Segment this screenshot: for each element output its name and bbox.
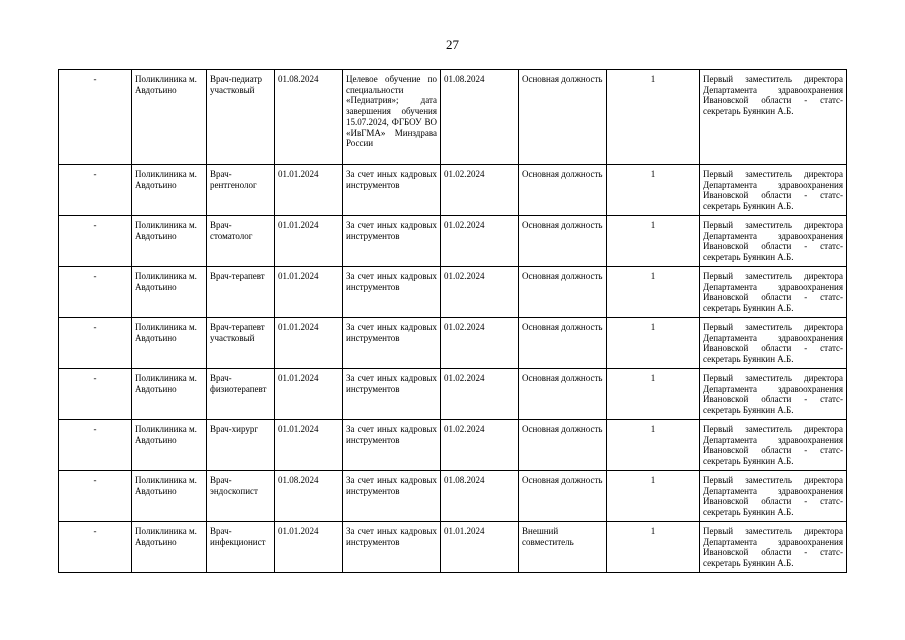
cell-date-from: 01.01.2024 <box>275 420 343 471</box>
cell-date-from: 01.01.2024 <box>275 267 343 318</box>
cell-date-to: 01.02.2024 <box>441 267 519 318</box>
cell-number: - <box>59 471 132 522</box>
cell-purpose: За счет иных кадровых инструментов <box>343 471 441 522</box>
table-row <box>59 420 847 471</box>
cell-position: Врач-физиотерапевт <box>207 369 275 420</box>
cell-purpose: Целевое обучение по специальности «Педиатрия»; дата завершения обучения 15.07.2024, ФГБОУ ВО «ИвГМА» Минздрава России <box>343 70 441 165</box>
cell-rate: 1 <box>607 318 700 369</box>
cell-employment-type: Основная должность <box>519 216 607 267</box>
cell-position: Врач-педиатр участковый <box>207 70 275 165</box>
cell-employment-type: Основная должность <box>519 318 607 369</box>
table-row <box>59 70 847 165</box>
cell-date-to: 01.01.2024 <box>441 522 519 573</box>
table-row <box>59 318 847 369</box>
cell-organization: Поликлиника м. Авдотьино <box>132 522 207 573</box>
cell-position: Врач-инфекционист <box>207 522 275 573</box>
cell-rate: 1 <box>607 165 700 216</box>
table-row <box>59 267 847 318</box>
cell-purpose: За счет иных кадровых инструментов <box>343 369 441 420</box>
table-row <box>59 522 847 573</box>
table-row <box>59 369 847 420</box>
cell-date-from: 01.01.2024 <box>275 216 343 267</box>
cell-date-from: 01.01.2024 <box>275 369 343 420</box>
cell-rate: 1 <box>607 522 700 573</box>
cell-date-to: 01.02.2024 <box>441 318 519 369</box>
cell-date-from: 01.08.2024 <box>275 471 343 522</box>
cell-rate: 1 <box>607 420 700 471</box>
cell-organization: Поликлиника м. Авдотьино <box>132 318 207 369</box>
cell-position: Врач-хирург <box>207 420 275 471</box>
cell-position: Врач-эндоскопист <box>207 471 275 522</box>
cell-organization: Поликлиника м. Авдотьино <box>132 420 207 471</box>
cell-purpose: За счет иных кадровых инструментов <box>343 420 441 471</box>
cell-employment-type: Основная должность <box>519 267 607 318</box>
cell-approver: Первый заместитель директора Департамента здравоохранения Ивановской области - статс-секретарь Буянкин А.Б. <box>700 522 847 573</box>
cell-organization: Поликлиника м. Авдотьино <box>132 216 207 267</box>
cell-position: Врач-терапевт <box>207 267 275 318</box>
cell-employment-type: Основная должность <box>519 70 607 165</box>
cell-employment-type: Основная должность <box>519 471 607 522</box>
cell-approver: Первый заместитель директора Департамента здравоохранения Ивановской области - статс-секретарь Буянкин А.Б. <box>700 267 847 318</box>
cell-number: - <box>59 369 132 420</box>
cell-organization: Поликлиника м. Авдотьино <box>132 165 207 216</box>
table-row <box>59 165 847 216</box>
cell-date-to: 01.08.2024 <box>441 471 519 522</box>
table-row <box>59 471 847 522</box>
cell-position: Врач-рентгенолог <box>207 165 275 216</box>
page-number: 27 <box>446 37 459 52</box>
cell-approver: Первый заместитель директора Департамента здравоохранения Ивановской области - статс-секретарь Буянкин А.Б. <box>700 471 847 522</box>
cell-date-to: 01.08.2024 <box>441 70 519 165</box>
cell-number: - <box>59 165 132 216</box>
cell-rate: 1 <box>607 216 700 267</box>
cell-position: Врач-терапевт участковый <box>207 318 275 369</box>
cell-number: - <box>59 522 132 573</box>
cell-date-from: 01.01.2024 <box>275 522 343 573</box>
cell-rate: 1 <box>607 471 700 522</box>
cell-approver: Первый заместитель директора Департамента здравоохранения Ивановской области - статс-секретарь Буянкин А.Б. <box>700 420 847 471</box>
table-row <box>59 216 847 267</box>
cell-number: - <box>59 267 132 318</box>
cell-date-from: 01.08.2024 <box>275 70 343 165</box>
cell-employment-type: Основная должность <box>519 165 607 216</box>
cell-employment-type: Основная должность <box>519 369 607 420</box>
cell-approver: Первый заместитель директора Департамента здравоохранения Ивановской области - статс-секретарь Буянкин А.Б. <box>700 318 847 369</box>
cell-organization: Поликлиника м. Авдотьино <box>132 369 207 420</box>
cell-rate: 1 <box>607 267 700 318</box>
cell-date-from: 01.01.2024 <box>275 318 343 369</box>
cell-number: - <box>59 420 132 471</box>
cell-number: - <box>59 216 132 267</box>
cell-position: Врач-стоматолог <box>207 216 275 267</box>
cell-number: - <box>59 70 132 165</box>
cell-approver: Первый заместитель директора Департамента здравоохранения Ивановской области - статс-секретарь Буянкин А.Б. <box>700 369 847 420</box>
cell-purpose: За счет иных кадровых инструментов <box>343 267 441 318</box>
cell-number: - <box>59 318 132 369</box>
cell-purpose: За счет иных кадровых инструментов <box>343 522 441 573</box>
cell-date-from: 01.01.2024 <box>275 165 343 216</box>
cell-approver: Первый заместитель директора Департамента здравоохранения Ивановской области - статс-секретарь Буянкин А.Б. <box>700 165 847 216</box>
cell-employment-type: Внешний совместитель <box>519 522 607 573</box>
cell-rate: 1 <box>607 70 700 165</box>
cell-approver: Первый заместитель директора Департамента здравоохранения Ивановской области - статс-секретарь Буянкин А.Б. <box>700 216 847 267</box>
cell-organization: Поликлиника м. Авдотьино <box>132 70 207 165</box>
cell-purpose: За счет иных кадровых инструментов <box>343 165 441 216</box>
cell-date-to: 01.02.2024 <box>441 165 519 216</box>
cell-approver: Первый заместитель директора Департамента здравоохранения Ивановской области - статс-секретарь Буянкин А.Б. <box>700 70 847 165</box>
cell-purpose: За счет иных кадровых инструментов <box>343 318 441 369</box>
cell-date-to: 01.02.2024 <box>441 420 519 471</box>
cell-organization: Поликлиника м. Авдотьино <box>132 267 207 318</box>
cell-purpose: За счет иных кадровых инструментов <box>343 216 441 267</box>
cell-employment-type: Основная должность <box>519 420 607 471</box>
cell-rate: 1 <box>607 369 700 420</box>
cell-date-to: 01.02.2024 <box>441 369 519 420</box>
vacancy-table <box>58 69 847 573</box>
cell-organization: Поликлиника м. Авдотьино <box>132 471 207 522</box>
cell-date-to: 01.02.2024 <box>441 216 519 267</box>
